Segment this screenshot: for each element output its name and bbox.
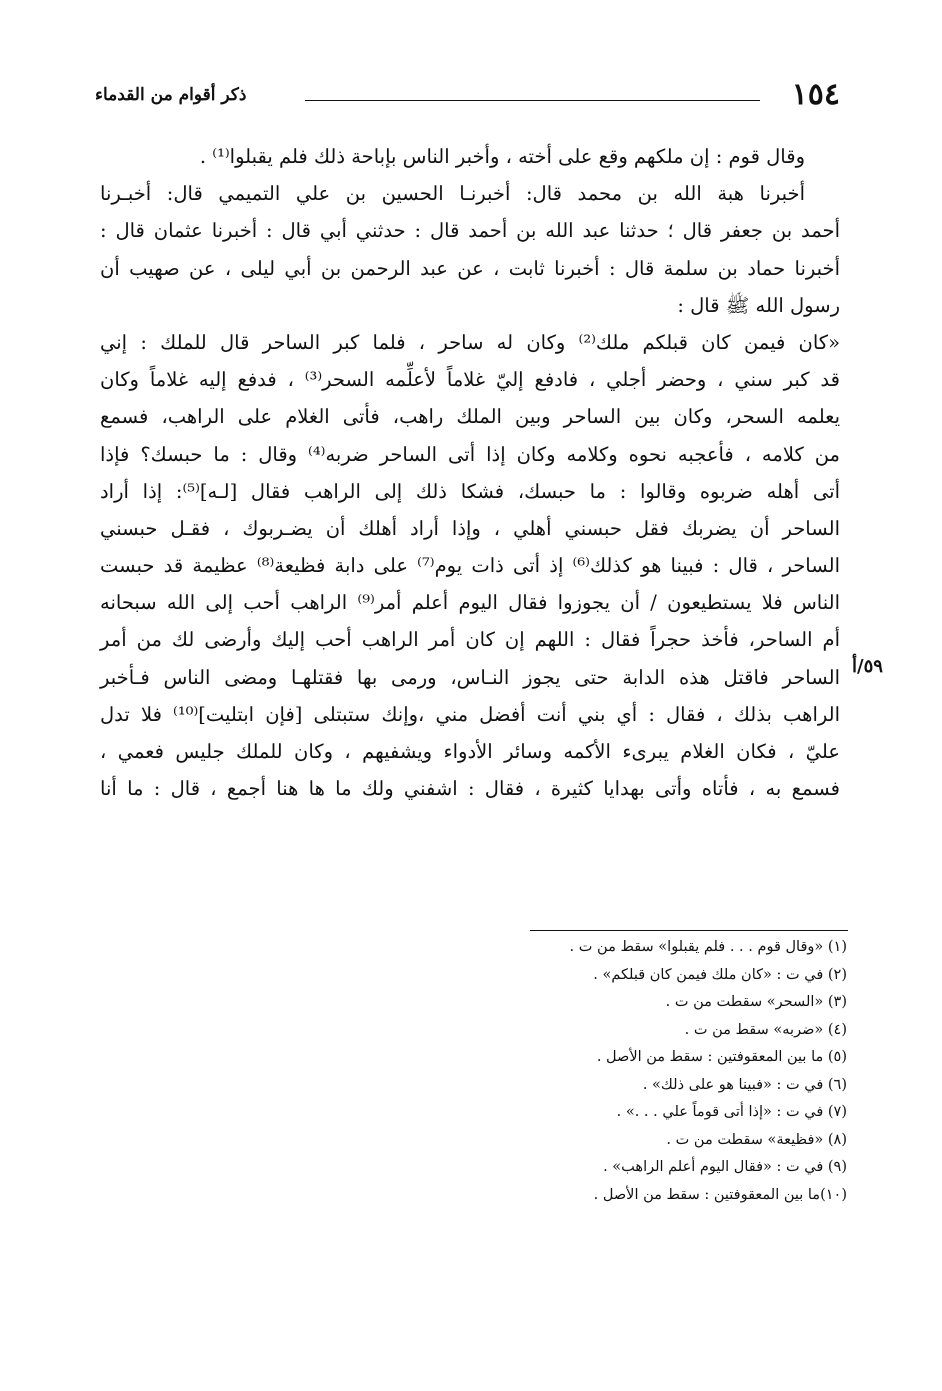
footnote: (٦) في ت : «فبينا هو على ذلك» . [642, 1076, 847, 1093]
body-line: رسول الله ﷺ قال : [677, 293, 840, 317]
body-line: أخبرنا حماد بن سلمة قال : أخبرنا ثابت ، عن عبد الرحمن بن أبي ليلى ، عن صهيب أن [100, 256, 840, 280]
footnote: (٤) «ضربه» سقط من ت . [684, 1021, 847, 1038]
running-title: ذكر أقوام من القدماء [95, 85, 247, 105]
footnote: (١٠)ما بين المعقوفتين : سقط من الأصل . [593, 1186, 847, 1203]
body-line: قد كبر سني ، وحضر أجلي ، فادفع إليّ غلاماً لأعلِّمه السحر⁽³⁾ ، فدفع إليه غلاماً وكان [100, 368, 840, 392]
body-line: الساحر أن يضربك فقل حبسني أهلي ، وإذا أراد أهلك أن يضـربوك ، فقـل حبسني [100, 516, 840, 540]
body-line: الناس فلا يستطيعون / أن يجوزوا فقال اليوم أعلم أمر⁽⁹⁾ الراهب أحب إلى الله سبحانه [100, 591, 840, 615]
footnote: (١) «وقال قوم . . . فلم يقبلوا» سقط من ت . [569, 939, 847, 955]
body-line: «كان فيمن كان قبلكم ملك⁽²⁾ وكان له ساحر ، فلما كبر الساحر قال للملك : إني [100, 330, 840, 354]
footnote: (٨) «فظيعة» سقطت من ت . [666, 1131, 847, 1148]
footnote: (٢) في ت : «كان ملك فيمن كان قبلكم» . [593, 966, 847, 983]
body-line: الساحر فاقتل هذه الدابة حتى يجوز النـاس، ورمى بها فقتلهـا ومضى الناس فـأخبر [100, 665, 840, 689]
footnote: (٣) «السحر» سقطت من ت . [665, 994, 847, 1010]
page-number: ١٥٤ [791, 77, 840, 112]
body-line: أتى أهله ضربوه وقالوا : ما حبسك، فشكا ذلك إلى الراهب فقال [لـه]⁽⁵⁾: إذا أراد [100, 479, 840, 503]
body-line: وقال قوم : إن ملكهم وقع على أخته ، وأخبر الناس بإباحة ذلك فلم يقبلوا⁽¹⁾ . [199, 145, 805, 168]
footnote: (٧) في ت : «إذا أتى قوماً علي . . .» . [616, 1104, 847, 1120]
body-line: من كلامه ، فأعجبه نحوه وكلامه وكان إذا أتى الساحر ضربه⁽⁴⁾ وقال : ما حبسك؟ فإذا [100, 442, 840, 466]
header-rule [305, 100, 760, 101]
body-line: فسمع به ، فأتاه وأتى بهدايا كثيرة ، فقال : اشفني ولك ما ها هنا أجمع ، قال : ما أنا [100, 777, 840, 801]
body-line: أحمد بن جعفر قال ؛ حدثنا عبد الله بن أحمد قال : حدثني أبي قال : أخبرنا عثمان قال : [100, 219, 840, 243]
body-line: أخبرنا هبة الله بن محمد قال: أخبرنـا الحسين بن علي التميمي قال: أخبـرنا [100, 182, 805, 206]
footnote: (٩) في ت : «فقال اليوم أعلم الراهب» . [603, 1159, 847, 1175]
footnote-rule [530, 930, 848, 931]
body-line: الراهب بذلك ، فقال : أي بني أنت أفضل مني ،وإنك ستبتلى [فإن ابتليت]⁽¹⁰⁾ فلا تدل [100, 702, 840, 726]
body-line: الساحر ، قال : فبينا هو كذلك⁽⁶⁾ إذ أتى ذات يوم⁽⁷⁾ على دابة فظيعة⁽⁸⁾ عظيمة قد حبست [100, 554, 840, 578]
body-line: عليّ ، فكان الغلام يبرىء الأكمه وسائر الأدواء ويشفيهم ، وكان للملك جليس فعمي ، [100, 740, 840, 763]
body-line: يعلمه السحر، وكان بين الساحر وبين الملك راهب، فأتى الغلام على الراهب، فسمع [100, 405, 840, 429]
footnote: (٥) ما بين المعقوفتين : سقط من الأصل . [596, 1049, 847, 1065]
page-header [95, 78, 840, 118]
manuscript-folio-marker: ٥٩/أ [852, 656, 883, 677]
body-line: أم الساحر، فأخذ حجراً فقال : اللهم إن كان أمر الراهب أحب إليك وأرضى لك من أمر [100, 628, 840, 652]
footnotes [107, 934, 847, 1209]
body-text [100, 138, 840, 807]
